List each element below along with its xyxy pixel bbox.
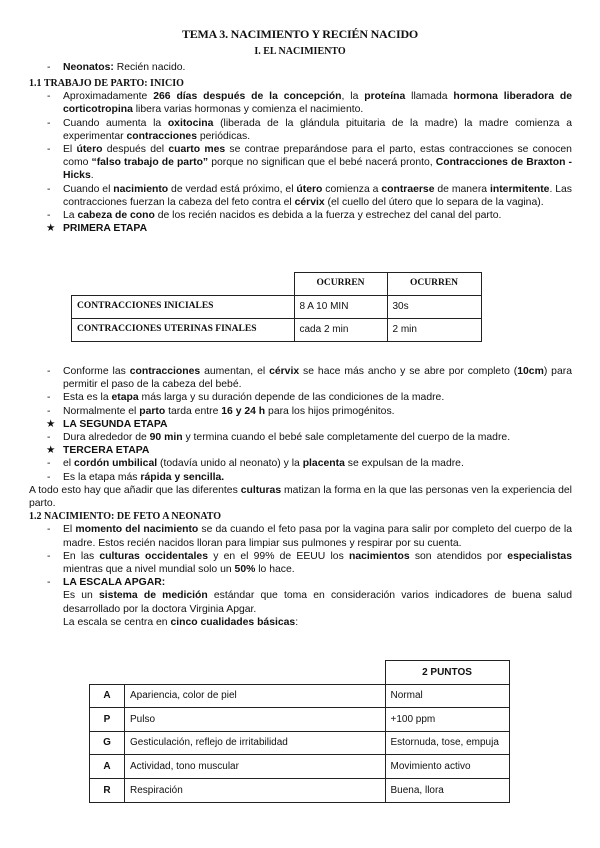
page-title: TEMA 3. NACIMIENTO Y RECIÉN NACIDO xyxy=(181,27,419,41)
list-item: - En las culturas occidentales y en el 99% de EEUU los nacimientos son atendidos por especialistas mientras que a nivel mundial solo un 50% lo hace. xyxy=(47,550,572,576)
list-item: - La cabeza de cono de los recién nacidos es debida a la fuerza y estrechez del canal del parto. xyxy=(47,210,502,222)
page-subtitle: I. EL NACIMIENTO xyxy=(254,46,346,57)
list-item: - El útero después del cuarto mes se contrae preparándose para el parto, estas contracciones se conocen como “falso trabajo de parto” porque no significan que el bebé nacerá pronto, Contracciones de Braxton -Hicks. xyxy=(47,144,572,182)
section-1 xyxy=(29,77,572,235)
list-item: - Es la etapa más rápida y sencilla. xyxy=(47,471,225,483)
stage-heading: ★ LA SEGUNDA ETAPA xyxy=(46,418,168,430)
list-item: - Aproximadamente 266 días después de la concepción, la proteína llamada hormona liberadora de corticotropina libera varias hormonas y comienza el nacimiento. xyxy=(47,91,573,116)
list-item: - Cuando aumenta la oxitocina (liberada de la glándula pituitaria de la madre) la madre comienza a experimentar contracciones periódicas. xyxy=(47,117,572,142)
section-heading: 1.2 NACIMIENTO: DE FETO A NEONATO xyxy=(29,511,222,523)
table-row: CONTRACCIONES UTERINAS FINALES cada 2 min 2 min xyxy=(72,319,482,342)
list-item: - LA ESCALA APGAR: xyxy=(47,577,166,589)
section-heading: 1.1 TRABAJO DE PARTO: INICIO xyxy=(29,78,184,89)
list-item: - Cuando el nacimiento de verdad está próximo, el útero comienza a contraerse de manera intermitente. Las contracciones fuerzan la cabeza del feto contra el cérvix (el cuello del útero que lo separa de la vagina). xyxy=(47,183,572,208)
section-1-continued xyxy=(29,365,572,629)
apgar-description: Es un sistema de medición estándar que toma en consideración varios indicadores de buena salud desarrollado por la doctora Virginia Apgar. xyxy=(63,590,572,615)
list-item: - el cordón umbilical (todavía unido al neonato) y la placenta se expulsan de la madre. xyxy=(47,458,464,470)
table-row: CONTRACCIONES INICIALES 8 A 10 MIN 30s xyxy=(72,296,482,319)
stage-heading: ★ TERCERA ETAPA xyxy=(46,445,150,457)
list-item: - Esta es la etapa más larga y su duración depende de las condiciones de la madre. xyxy=(47,392,445,404)
table-row: R Respiración Buena, llora xyxy=(90,778,510,802)
list-item: - El momento del nacimiento se da cuando el feto pasa por la vagina para salir por completo del cuerpo de la madre. Estos recién nacidos lloran para limpiar sus pulmones y respirar por su cuenta. xyxy=(47,524,572,549)
stage-heading: ★ PRIMERA ETAPA xyxy=(46,223,148,235)
bullet-list xyxy=(29,457,572,483)
bullet-list xyxy=(29,365,572,418)
table-row: A Actividad, tono muscular Movimiento activo xyxy=(90,755,510,779)
table-header: OCURREN xyxy=(294,273,387,296)
table-row: G Gesticulación, reflejo de irritabilidad Estornuda, tose, empuja xyxy=(90,731,510,755)
intro-line: - Neonatos: Recién nacido. xyxy=(47,62,186,73)
bullet-list xyxy=(29,431,572,444)
list-item: - Normalmente el parto tarda entre 16 y 24 h para los hijos primogénitos. xyxy=(47,405,395,417)
table-row: A Apariencia, color de piel Normal xyxy=(90,684,510,708)
table-header: OCURREN xyxy=(387,273,481,296)
bullet-list xyxy=(29,523,572,589)
closing-paragraph: A todo esto hay que añadir que las diferentes culturas matizan la forma en la que las personas ven la experiencia del parto. xyxy=(29,484,572,510)
table-header: 2 PUNTOS xyxy=(385,661,509,685)
table-row: P Pulso +100 ppm xyxy=(90,708,510,732)
apgar-table xyxy=(89,660,510,803)
contractions-table xyxy=(71,272,482,342)
apgar-focus: La escala se centra en cinco cualidades básicas: xyxy=(63,616,299,628)
bullet-list xyxy=(29,90,572,222)
list-item: - Dura alrededor de 90 min y termina cuando el bebé sale completamente del cuerpo de la madre. xyxy=(47,432,511,444)
list-item: - Conforme las contracciones aumentan, el cérvix se hace más ancho y se abre por completo (10cm) para permitir el paso de la cabeza del bebé. xyxy=(47,366,572,391)
